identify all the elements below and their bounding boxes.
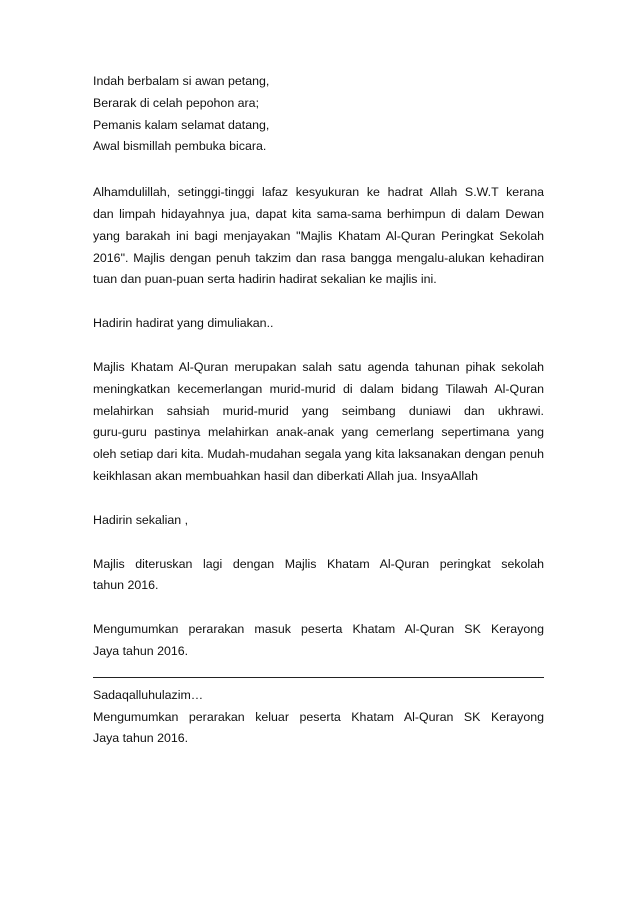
paragraph-line: Mengumumkan perarakan masuk peserta Khatam Al-Quran SK Kerayong [93, 622, 544, 637]
paragraph-line: 2016". Majlis dengan penuh takzim dan rasa bangga mengalu-alukan kehadiran [93, 250, 544, 265]
paragraph-line: Jaya tahun 2016. [93, 731, 189, 746]
pantun-verse [93, 71, 544, 158]
paragraph-line: yang barakah ini bagi menjayakan "Majlis Khatam Al-Quran Peringkat Sekolah [93, 228, 544, 243]
pantun-line: Pemanis kalam selamat datang, [93, 117, 270, 132]
greeting-dimuliakan: Hadirin hadirat yang dimuliakan.. [93, 316, 274, 331]
paragraph-line: oleh setiap dari kita. Mudah-mudahan segala yang kita laksanakan dengan penuh [93, 447, 544, 462]
paragraph-line: guru-guru pastinya melahirkan anak-anak yang cemerlang sepertimana yang [93, 425, 544, 440]
pantun-line: Indah berbalam si awan petang, [93, 74, 270, 88]
paragraph-line: dan limpah hidayahnya jua, dapat kita sama-sama berhimpun di dalam Dewan [93, 206, 544, 221]
paragraph-line: tahun 2016. [93, 578, 159, 593]
announce-in-paragraph [93, 619, 544, 663]
paragraph-line: Mengumumkan perarakan keluar peserta Khatam Al-Quran SK Kerayong [93, 709, 544, 724]
intro-paragraph [93, 182, 544, 291]
document-body [93, 71, 544, 750]
horizontal-divider [93, 677, 544, 678]
greeting-sekalian: Hadirin sekalian , [93, 512, 189, 527]
pantun-line: Awal bismillah pembuka bicara. [93, 139, 267, 154]
paragraph-line: Alhamdulillah, setinggi-tinggi lafaz kesyukuran ke hadrat Allah S.W.T kerana [93, 185, 544, 200]
paragraph-line: tuan dan puan-puan serta hadirin hadirat sekalian ke majlis ini. [93, 272, 437, 287]
paragraph-line: Majlis Khatam Al-Quran merupakan salah satu agenda tahunan pihak sekolah [93, 359, 544, 374]
salutation: Sadaqalluhulazim… [93, 687, 204, 702]
paragraph-line: Majlis diteruskan lagi dengan Majlis Khatam Al-Quran peringkat sekolah [93, 556, 544, 571]
body-paragraph [93, 357, 544, 488]
announce-out-paragraph [93, 707, 544, 751]
paragraph-line: keikhlasan akan membuahkan hasil dan diberkati Allah jua. InsyaAllah [93, 468, 479, 483]
paragraph-line: melahirkan sahsiah murid-murid yang seimbang duniawi dan ukhrawi. [93, 403, 544, 418]
paragraph-line: Jaya tahun 2016. [93, 643, 189, 658]
paragraph-line: meningkatkan kecemerlangan murid-murid di dalam bidang Tilawah Al-Quran [93, 381, 544, 396]
continue-paragraph [93, 554, 544, 598]
pantun-line: Berarak di celah pepohon ara; [93, 95, 260, 110]
